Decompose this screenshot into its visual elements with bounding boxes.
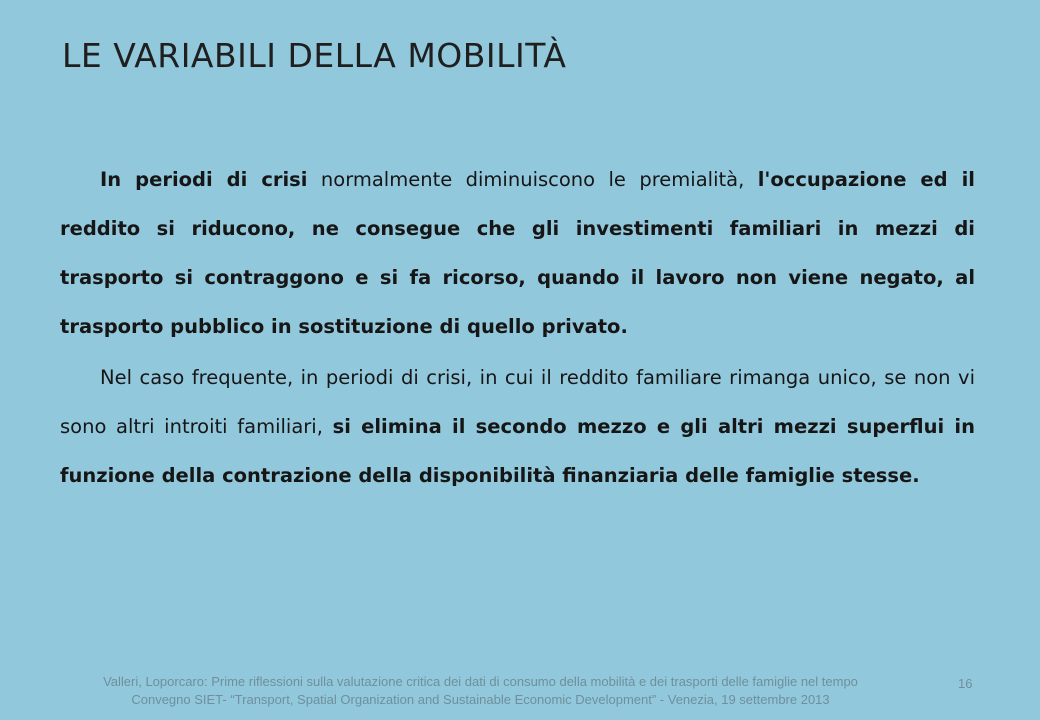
paragraph-1-normal: normalmente diminuiscono le premialità,: [307, 168, 758, 191]
footer: [8, 673, 953, 709]
paragraph-1-bold-rest: l'occupazione ed il reddito si riducono, ne consegue che gli investimenti familiari in mezzi di trasporto si contraggono e si fa ricorso, quando il lavoro non viene negato, al trasporto pubblico in sostituzione di quello privato.: [60, 168, 975, 338]
slide-body: [60, 155, 975, 500]
paragraph-2-bold: si elimina il secondo mezzo e gli altri mezzi superflui in funzione della contrazione della disponibilità finanziaria delle famiglie stesse.: [60, 415, 975, 487]
footer-line-2: Convegno SIET- “Transport, Spatial Organization and Sustainable Economic Development” - Venezia, 19 settembre 2013: [131, 692, 830, 707]
slide-title: LE VARIABILI DELLA MOBILITÀ: [62, 36, 567, 75]
paragraph-2: [60, 353, 975, 500]
footer-line-1: Valleri, Loporcaro: Prime riflessioni sulla valutazione critica dei dati di consumo della mobilità e dei trasporti delle famiglie nel tempo: [103, 674, 858, 689]
paragraph-1-bold-lead: In periodi di crisi: [100, 168, 308, 191]
page-number: 16: [958, 676, 973, 691]
paragraph-2-normal: Nel caso frequente, in periodi di crisi, in cui il reddito familiare rimanga unico, se non vi sono altri introiti familiari,: [60, 366, 975, 438]
paragraph-1: [60, 155, 975, 351]
